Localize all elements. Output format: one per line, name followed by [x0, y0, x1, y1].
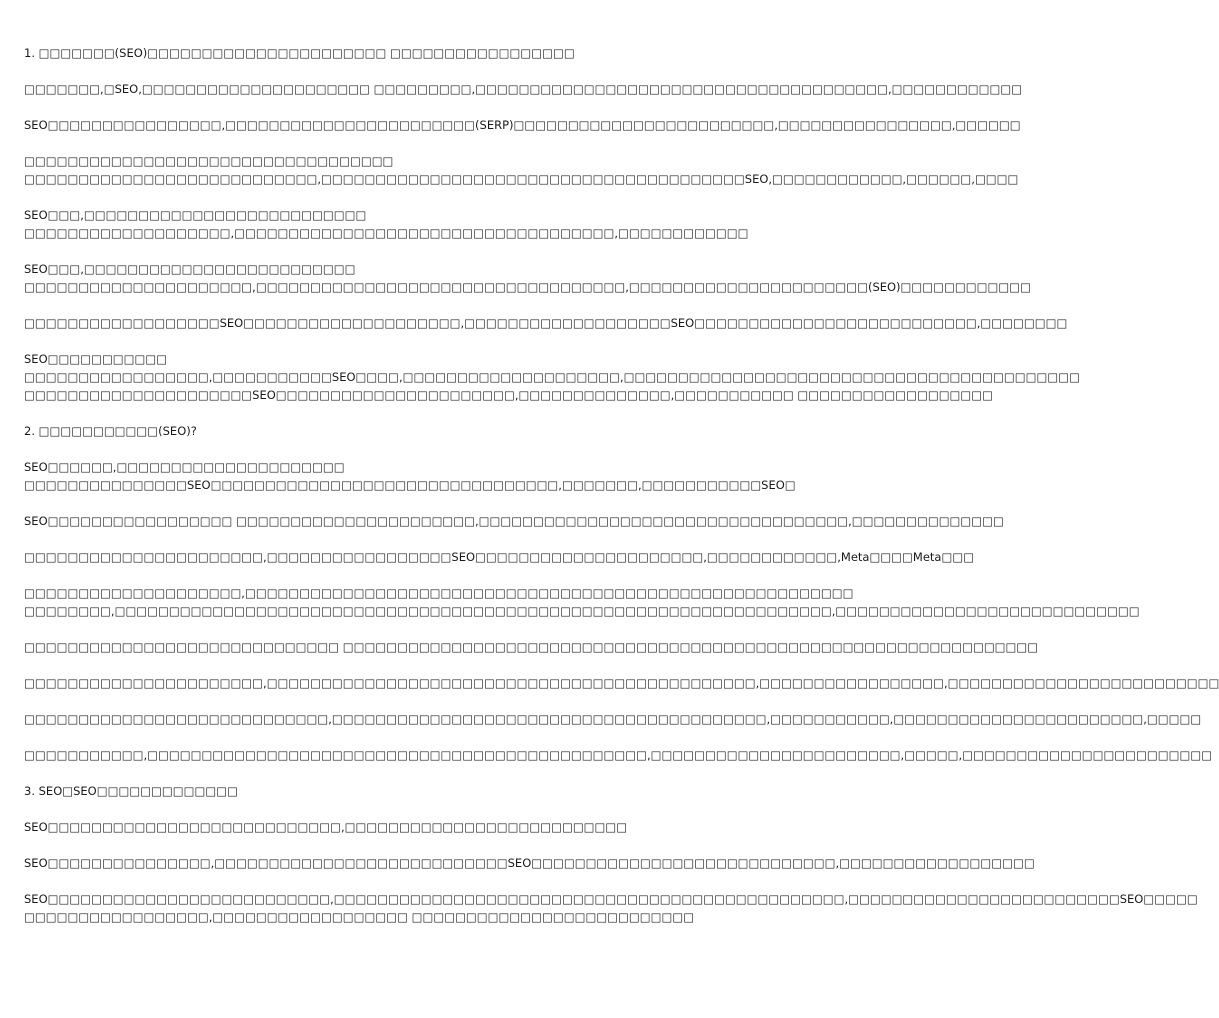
paragraph [24, 674, 1219, 692]
text-line: □□□□□□□□□□□□□□□□□,□□□□□□□□□□□□□□□□□□ □□□□□□□□□□□□□□□□□□□□□□□□□□ [24, 910, 695, 924]
paragraph [24, 512, 1004, 530]
text-line: SEO□□□□□□□□□□□□□□□□□ □□□□□□□□□□□□□□□□□□□□□□,□□□□□□□□□□□□□□□□□□□□□□□□□□□□□□□□□□,□□□□□□□□□□□□□□ [24, 514, 1004, 528]
text-line: □□□□□□□□□□□□□□□□□□SEO□□□□□□□□□□□□□□□□□□□□,□□□□□□□□□□□□□□□□□□□SEO□□□□□□□□□□□□□□□□□□□□□□□□□□,□□□□□□□□ [24, 316, 1068, 330]
text-line: □□□□□□□□□□□□□□□□□□□□□□,□□□□□□□□□□□□□□□□□□□□□□□□□□□□□□□□□□□□□□□□□□□□□,□□□□□□□□□□□□□□□□□,□□□□□□□□□□□□□□□□□□□□□□□□□ [24, 676, 1219, 690]
text-line: SEO□□□□□□□□□□□□□□□,□□□□□□□□□□□□□□□□□□□□□□□□□□□SEO□□□□□□□□□□□□□□□□□□□□□□□□□□□□,□□□□□□□□□□□□□□□□□□ [24, 856, 1035, 870]
text-line: SEO□□□□□□,□□□□□□□□□□□□□□□□□□□□□ [24, 460, 345, 474]
text-line: □□□□□□□□□□□□□□□SEO□□□□□□□□□□□□□□□□□□□□□□□□□□□□□□□□,□□□□□□□,□□□□□□□□□□□SEO□ [24, 478, 796, 492]
text-line: SEO□□□□□□□□□□□□□□□□□□□□□□□□□□,□□□□□□□□□□□□□□□□□□□□□□□□□□□□□□□□□□□□□□□□□□□□□□□,□□□□□□□□□□□□□□□□□□□□□□□□□SEO□□□□□ [24, 892, 1198, 906]
paragraph [24, 116, 1021, 134]
text-line: □□□□□□□□□□□□□□□□□,□□□□□□□□□□□SEO□□□□,□□□□□□□□□□□□□□□□□□□□,□□□□□□□□□□□□□□□□□□□□□□□□□□□□□□□□□□□□□□□□□□ [24, 370, 1080, 384]
paragraph [24, 584, 1140, 620]
text-line: □□□□□□□□□□□□□□□□□□□□,□□□□□□□□□□□□□□□□□□□□□□□□□□□□□□□□□□□□□□□□□□□□□□□□□□□□□□□□ [24, 586, 854, 600]
text-line: □□□□□□□□□□□□□□□□□□□□□□□□□□□□□ □□□□□□□□□□□□□□□□□□□□□□□□□□□□□□□□□□□□□□□□□□□□□□□□□□□□□□□□□□□□□□□□ [24, 640, 1039, 654]
paragraph [24, 818, 696, 836]
paragraph [24, 710, 1202, 728]
text-line: □□□□□□□□□□□□□□□□□□□□□□□□□□□□,□□□□□□□□□□□□□□□□□□□□□□□□□□□□□□□□□□□□□□□□,□□□□□□□□□□□,□□□□□□□□□□□□□□□□□□□□□□□,□□□□□ [24, 712, 1202, 726]
paragraph [24, 548, 975, 566]
document-page [24, 44, 1219, 944]
text-line: □□□□□□□□□□□□□□□□□□□,□□□□□□□□□□□□□□□□□□□□□□□□□□□□□□□□□□□,□□□□□□□□□□□□ [24, 226, 749, 240]
text-line: SEO□□□□□□□□□□□□□□□□□□□□□□□□□□□,□□□□□□□□□□□□□□□□□□□□□□□□□□ [24, 820, 628, 834]
paragraph [24, 260, 1031, 296]
paragraph [24, 458, 796, 494]
text-line: SEO□□□,□□□□□□□□□□□□□□□□□□□□□□□□□□ [24, 208, 367, 222]
paragraph [24, 638, 1039, 656]
section-2-heading: 2. □□□□□□□□□□□(SEO)? [24, 424, 197, 438]
text-line: SEO□□□,□□□□□□□□□□□□□□□□□□□□□□□□□ [24, 262, 356, 276]
paragraph [24, 314, 1068, 332]
section-1-heading: 1. □□□□□□□(SEO)□□□□□□□□□□□□□□□□□□□□□□ □□□□□□□□□□□□□□□□□ [24, 46, 575, 60]
text-line: □□□□□□□□□□□□□□□□□□□□□□,□□□□□□□□□□□□□□□□□SEO□□□□□□□□□□□□□□□□□□□□□,□□□□□□□□□□□□,Meta□□□□Meta□□□ [24, 550, 975, 564]
text-line: SEO□□□□□□□□□□□□□□□□,□□□□□□□□□□□□□□□□□□□□□□□(SERP)□□□□□□□□□□□□□□□□□□□□□□□□,□□□□□□□□□□□□□□□□,□□□□□□ [24, 118, 1021, 132]
paragraph [24, 746, 1213, 764]
text-line: □□□□□□□□,□□□□□□□□□□□□□□□□□□□□□□□□□□□□□□□□□□□□□□□□□□□□□□□□□□□□□□□□□□□□□□□□□□,□□□□□□□□□□□□□□□□□□□□□□□□□□□□ [24, 604, 1140, 618]
section-3-heading: 3. SEO□SEO□□□□□□□□□□□□□ [24, 784, 238, 798]
text-line: □□□□□□□□□□□□□□□□□□□□□SEO□□□□□□□□□□□□□□□□□□□□□□,□□□□□□□□□□□□□□,□□□□□□□□□□□ □□□□□□□□□□□□□□□□□□ [24, 388, 994, 402]
text-line: □□□□□□□□□□□,□□□□□□□□□□□□□□□□□□□□□□□□□□□□□□□□□□□□□□□□□□□□□□,□□□□□□□□□□□□□□□□□□□□□□□,□□□□□,□□□□□□□□□□□□□□□□□□□□□□□ [24, 748, 1213, 762]
text-line: □□□□□□□□□□□□□□□□□□□□□□□□□□□□□□□□□□ [24, 154, 394, 168]
paragraph [24, 350, 1080, 404]
paragraph [24, 80, 1023, 98]
paragraph [24, 152, 1019, 188]
paragraph [24, 890, 1198, 926]
paragraph [24, 854, 1035, 872]
paragraph [24, 206, 749, 242]
text-line: SEO□□□□□□□□□□□ [24, 352, 168, 366]
text-line: □□□□□□□□□□□□□□□□□□□□□,□□□□□□□□□□□□□□□□□□□□□□□□□□□□□□□□□□,□□□□□□□□□□□□□□□□□□□□□□(SEO)□□□□□□□□□□□□ [24, 280, 1031, 294]
text-line: □□□□□□□□□□□□□□□□□□□□□□□□□□□,□□□□□□□□□□□□□□□□□□□□□□□□□□□□□□□□□□□□□□□SEO,□□□□□□□□□□□□,□□□□□□,□□□□ [24, 172, 1019, 186]
text-line: □□□□□□□,□SEO,□□□□□□□□□□□□□□□□□□□□□ □□□□□□□□□,□□□□□□□□□□□□□□□□□□□□□□□□□□□□□□□□□□□□□□,□□□□□□□□□□□□ [24, 82, 1023, 96]
